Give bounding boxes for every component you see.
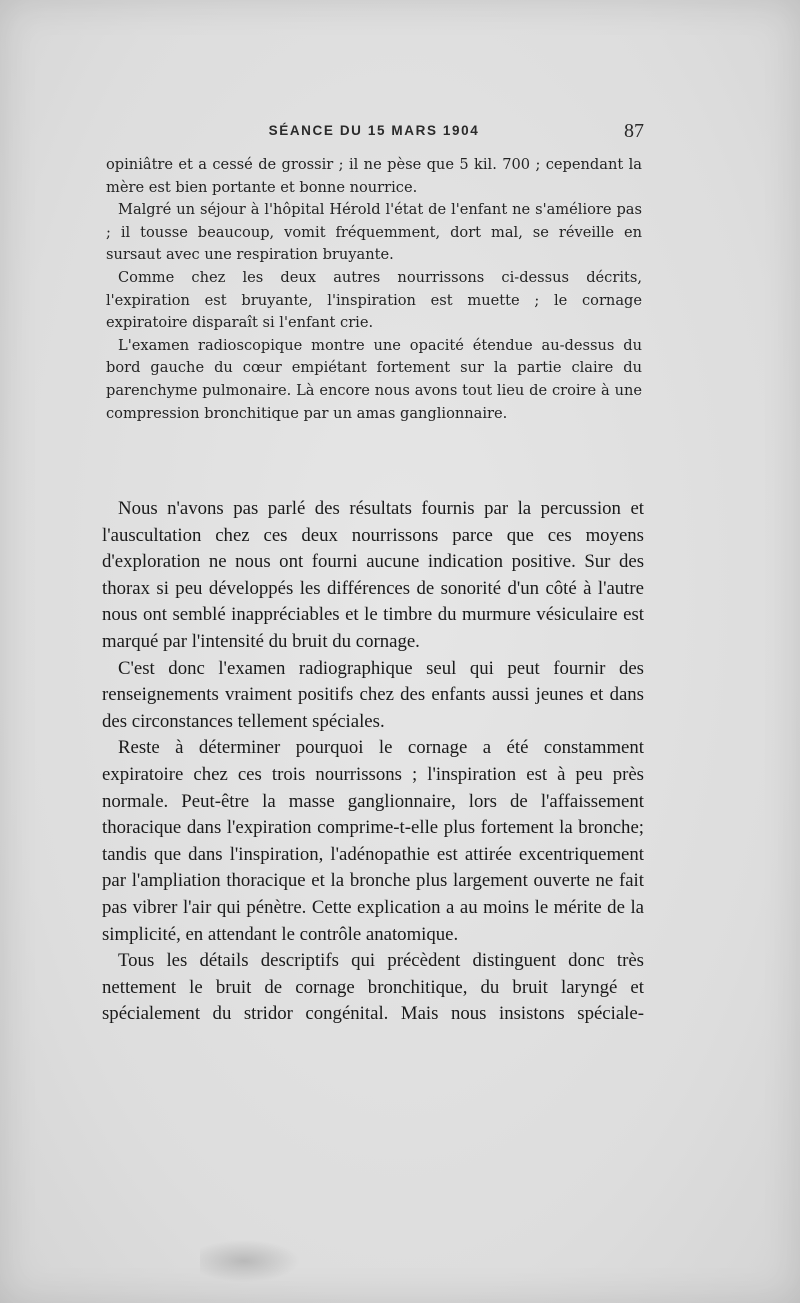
paragraph-herold: Malgré un séjour à l'hôpital Hérold l'état de l'enfant ne s'améliore pas ; il tousse beaucoup, vomit fréquemment, dort mal, se réveille en sursaut avec une respiration bruyante.: [106, 201, 642, 264]
page-number: 87: [624, 120, 644, 142]
ink-smudge: [200, 1236, 310, 1286]
paragraph-radiography: C'est donc l'examen radiographique seul qui peut fournir des renseignements vraiment positifs chez des enfants aussi jeunes et dans des circonstances tellement spéciales.: [102, 657, 644, 732]
running-title: SÉANCE DU 15 MARS 1904: [268, 123, 480, 138]
paragraph-stridor: Tous les détails descriptifs qui précèdent distinguent donc très nettement le bruit de cornage bronchitique, du bruit laryngé et spécialement du stridor congénital. Mais nous insistons spéciale-: [102, 950, 644, 1025]
paragraph-radioscopy: L'examen radioscopique montre une opacité étendue au-dessus du bord gauche du cœur empiétant fortement sur la partie claire du parenchyme pulmonaire. Là encore nous avons tout lieu de croire à une compression bronchitique par un amas ganglionnaire.: [106, 336, 642, 422]
paragraph-continued: opiniâtre et a cessé de grossir ; il ne pèse que 5 kil. 700 ; cependant la mère est bien portante et bonne nourrice.: [106, 156, 642, 196]
paragraph-cornage-expiratoire: Reste à déterminer pourquoi le cornage a été constamment expiratoire chez ces trois nourrissons ; l'inspiration est à peu près normale. Peut-être la masse ganglionnaire, lors de l'affaissement thoracique dans l'expiration comprime-t-elle plus fortement la bronche; tandis que dans l'inspiration, l'adénopathie est attirée excentriquement par l'ampliation thoracique et la bronche plus largement ouverte ne fait pas vibrer l'air qui pénètre. Cette explication a au moins le mérite de la simplicité, en attendant le contrôle anatomique.: [102, 737, 644, 945]
running-head: [100, 120, 648, 144]
paragraph-expiration: Comme chez les deux autres nourrissons ci-dessus décrits, l'expiration est bruyante, l'inspiration est muette ; le cornage expiratoire disparaît si l'enfant crie.: [106, 268, 642, 332]
small-print-block: [106, 154, 642, 425]
body-text-block: [102, 496, 644, 1028]
paragraph-percussion: Nous n'avons pas parlé des résultats fournis par la percussion et l'auscultation chez ces deux nourrissons parce que ces moyens d'exploration ne nous ont fourni aucune indication positive. Sur des thorax si peu développés les différences de sonorité d'un côté à l'autre nous ont semblé inappréciables et le timbre du murmure vésiculaire est marqué par l'intensité du bruit du cornage.: [102, 498, 644, 652]
